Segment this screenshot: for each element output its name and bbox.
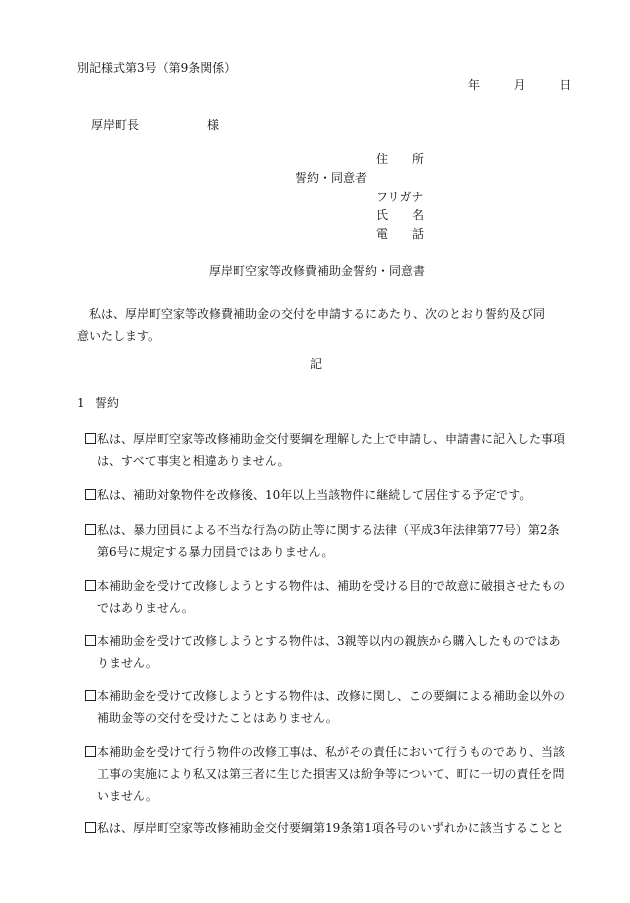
oath-item [85,575,565,619]
form-number: 別記様式第3号（第9条関係） [77,61,237,75]
oath-item-text: 私は、補助対象物件を改修後、10年以上当該物件に継続して居住する予定です。 [97,488,532,502]
date-year: 年 [468,78,481,92]
oath-item-text: 私は、厚岸町空家等改修補助金交付要綱を理解した上で申請し、申請書に記入した事項は、すべて事実と相違ありません。 [97,432,566,468]
oath-item-text: 私は、厚岸町空家等改修補助金交付要綱第19条第1項各号のいずれかに該当することと [97,821,564,835]
document-title: 厚岸町空家等改修費補助金誓約・同意書 [209,264,426,278]
addressee-honorific: 様 [207,118,220,132]
checkbox[interactable] [85,690,96,701]
checkbox[interactable] [85,746,96,757]
oath-item-text: 本補助金を受けて改修しようとする物件は、3親等以内の親族から購入したものではありません。 [97,634,561,670]
furigana-label: フリガナ [376,190,424,204]
ki-heading: 記 [310,357,323,371]
oath-item [85,519,565,563]
oath-person-label: 誓約・同意者 [295,171,368,185]
intro-paragraph: 私は、厚岸町空家等改修費補助金の交付を申請するにあたり、次のとおり誓約及び同意いたします。 [77,307,546,343]
section-title: 誓約 [95,396,120,410]
checkbox[interactable] [85,433,96,444]
oath-item-text: 本補助金を受けて改修しようとする物件は、改修に関し、この要綱による補助金以外の補助金等の交付を受けたことはありません。 [97,689,566,725]
name-label: 氏 名 [376,208,425,222]
checkbox[interactable] [85,822,96,833]
oath-item [85,817,565,839]
date-month: 月 [513,78,526,92]
checkbox[interactable] [85,635,96,646]
oath-item-text: 私は、暴力団員による不当な行為の防止等に関する法律（平成3年法律第77号）第2条第6号に規定する暴力団員ではありません。 [97,523,560,559]
date-day: 日 [559,78,572,92]
oath-item-text: 本補助金を受けて改修しようとする物件は、補助を受ける目的で故意に破損させたものではありません。 [97,579,566,615]
section-number: 1 [77,396,85,410]
oath-item [85,630,565,674]
addressee-name: 厚岸町長 [91,118,140,132]
oath-item [85,484,565,506]
address-label: 住 所 [376,152,425,166]
checkbox[interactable] [85,489,96,500]
checkbox[interactable] [85,580,96,591]
date-line [468,79,571,91]
section-heading [77,397,119,409]
phone-label: 電 話 [376,227,425,241]
oath-item [85,741,565,807]
oath-item [85,428,565,472]
oath-item-text: 本補助金を受けて行う物件の改修工事は、私がその責任において行うものであり、当該工事の実施により私又は第三者に生じた損害又は紛争等について、町に一切の責任を問いません。 [97,745,566,803]
checkbox[interactable] [85,524,96,535]
oath-item [85,685,565,729]
addressee [91,119,219,131]
